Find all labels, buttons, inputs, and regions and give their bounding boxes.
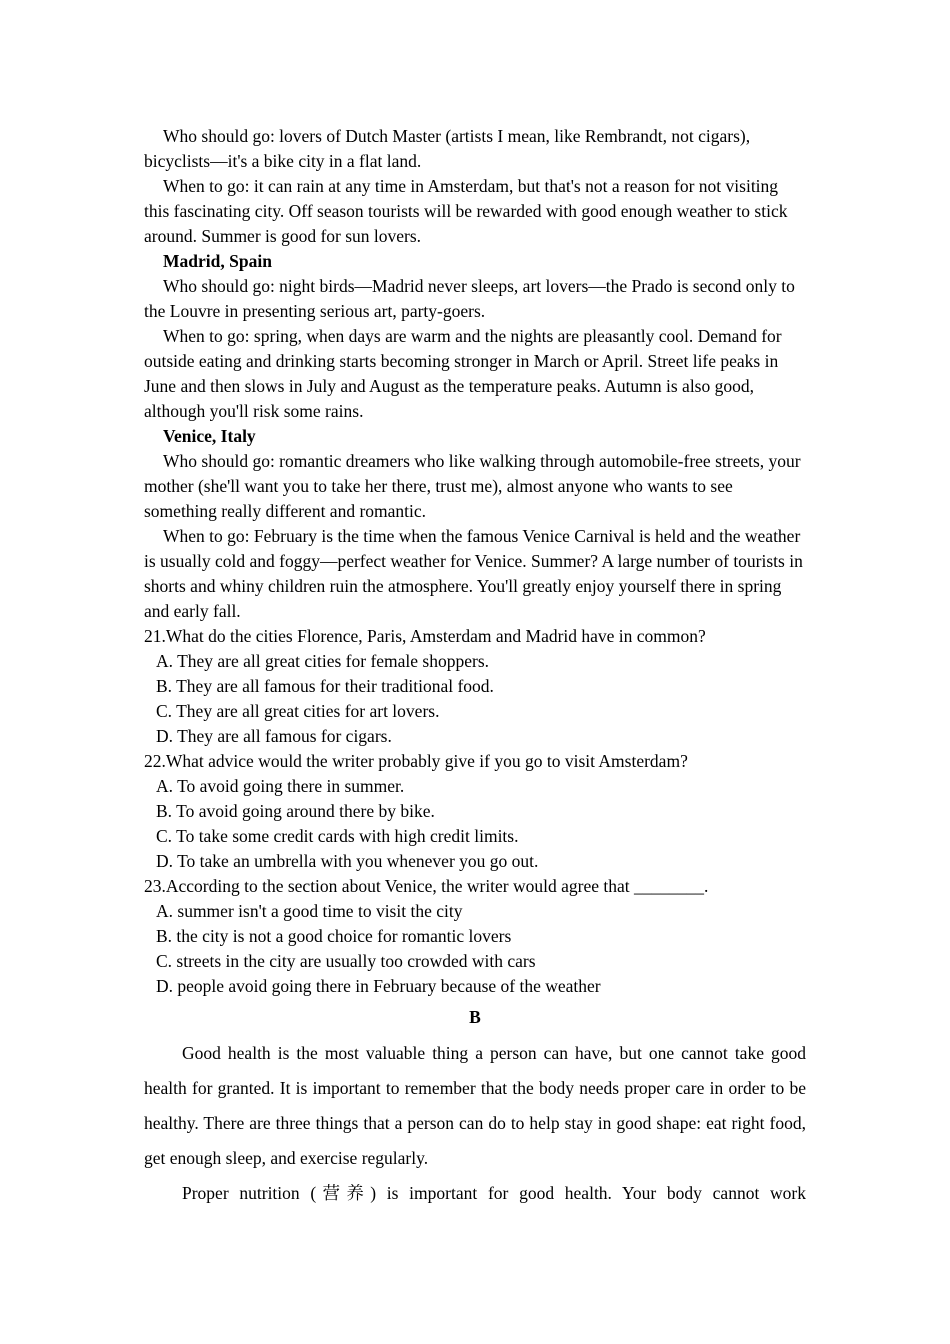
- option-a: A. summer isn't a good time to visit the city: [156, 901, 463, 921]
- option-c: C. streets in the city are usually too crowded with cars: [156, 951, 536, 971]
- passage-b-paragraph-1: Good health is the most valuable thing a person can have, but one cannot take good health for granted. It is important to remember that the body needs proper care in order to be healthy. There are three things that a person can do to help stay in good shape: eat right food, get enough sleep, and exercise regularly.: [144, 1043, 806, 1168]
- question-21: [144, 624, 806, 749]
- document-page: [144, 124, 806, 1211]
- amsterdam-when: When to go: it can rain at any time in Amsterdam, but that's not a reason for not visiting this fascinating city. Off season tourists will be rewarded with good enough weather to stick around. Summer is good for sun lovers.: [144, 176, 788, 246]
- amsterdam-who: Who should go: lovers of Dutch Master (artists I mean, like Rembrandt, not cigars), bicyclists—it's a bike city in a flat land.: [144, 126, 751, 171]
- option-b: B. They are all famous for their traditional food.: [156, 676, 494, 696]
- question-22: [144, 749, 806, 874]
- option-d: D. To take an umbrella with you whenever you go out.: [156, 851, 539, 871]
- section-b-heading: B: [469, 1007, 481, 1027]
- option-a: A. They are all great cities for female shoppers.: [156, 651, 490, 671]
- option-c: C. They are all great cities for art lovers.: [156, 701, 440, 721]
- option-c: C. To take some credit cards with high credit limits.: [156, 826, 519, 846]
- option-d: D. They are all famous for cigars.: [156, 726, 392, 746]
- question-23: [144, 874, 806, 999]
- passage-b-paragraph-2: Proper nutrition (营养) is important for good health. Your body cannot work: [182, 1183, 806, 1203]
- question-stem: 23.According to the section about Venice, the writer would agree that ________.: [144, 876, 709, 896]
- venice-when: When to go: February is the time when the famous Venice Carnival is held and the weather is usually cold and foggy—perfect weather for Venice. Summer? A large number of tourists in shorts and whiny children ruin the atmosphere. You'll greatly enjoy yourself there in spring and early fall.: [144, 526, 803, 621]
- question-stem: 21.What do the cities Florence, Paris, Amsterdam and Madrid have in common?: [144, 626, 706, 646]
- venice-heading: Venice, Italy: [163, 426, 256, 446]
- option-b: B. the city is not a good choice for romantic lovers: [156, 926, 512, 946]
- option-b: B. To avoid going around there by bike.: [156, 801, 435, 821]
- question-stem: 22.What advice would the writer probably give if you go to visit Amsterdam?: [144, 751, 688, 771]
- option-a: A. To avoid going there in summer.: [156, 776, 405, 796]
- option-d: D. people avoid going there in February because of the weather: [156, 976, 601, 996]
- madrid-who: Who should go: night birds—Madrid never sleeps, art lovers—the Prado is second only to the Louvre in presenting serious art, party-goers.: [144, 276, 795, 321]
- venice-who: Who should go: romantic dreamers who like walking through automobile-free streets, your mother (she'll want you to take her there, trust me), almost anyone who wants to see something really different and romantic.: [144, 451, 801, 521]
- madrid-heading: Madrid, Spain: [163, 251, 272, 271]
- madrid-when: When to go: spring, when days are warm and the nights are pleasantly cool. Demand for outside eating and drinking starts becoming stronger in March or April. Street life peaks in June and then slows in July and August as the temperature peaks. Autumn is also good, although you'll risk some rains.: [144, 326, 782, 421]
